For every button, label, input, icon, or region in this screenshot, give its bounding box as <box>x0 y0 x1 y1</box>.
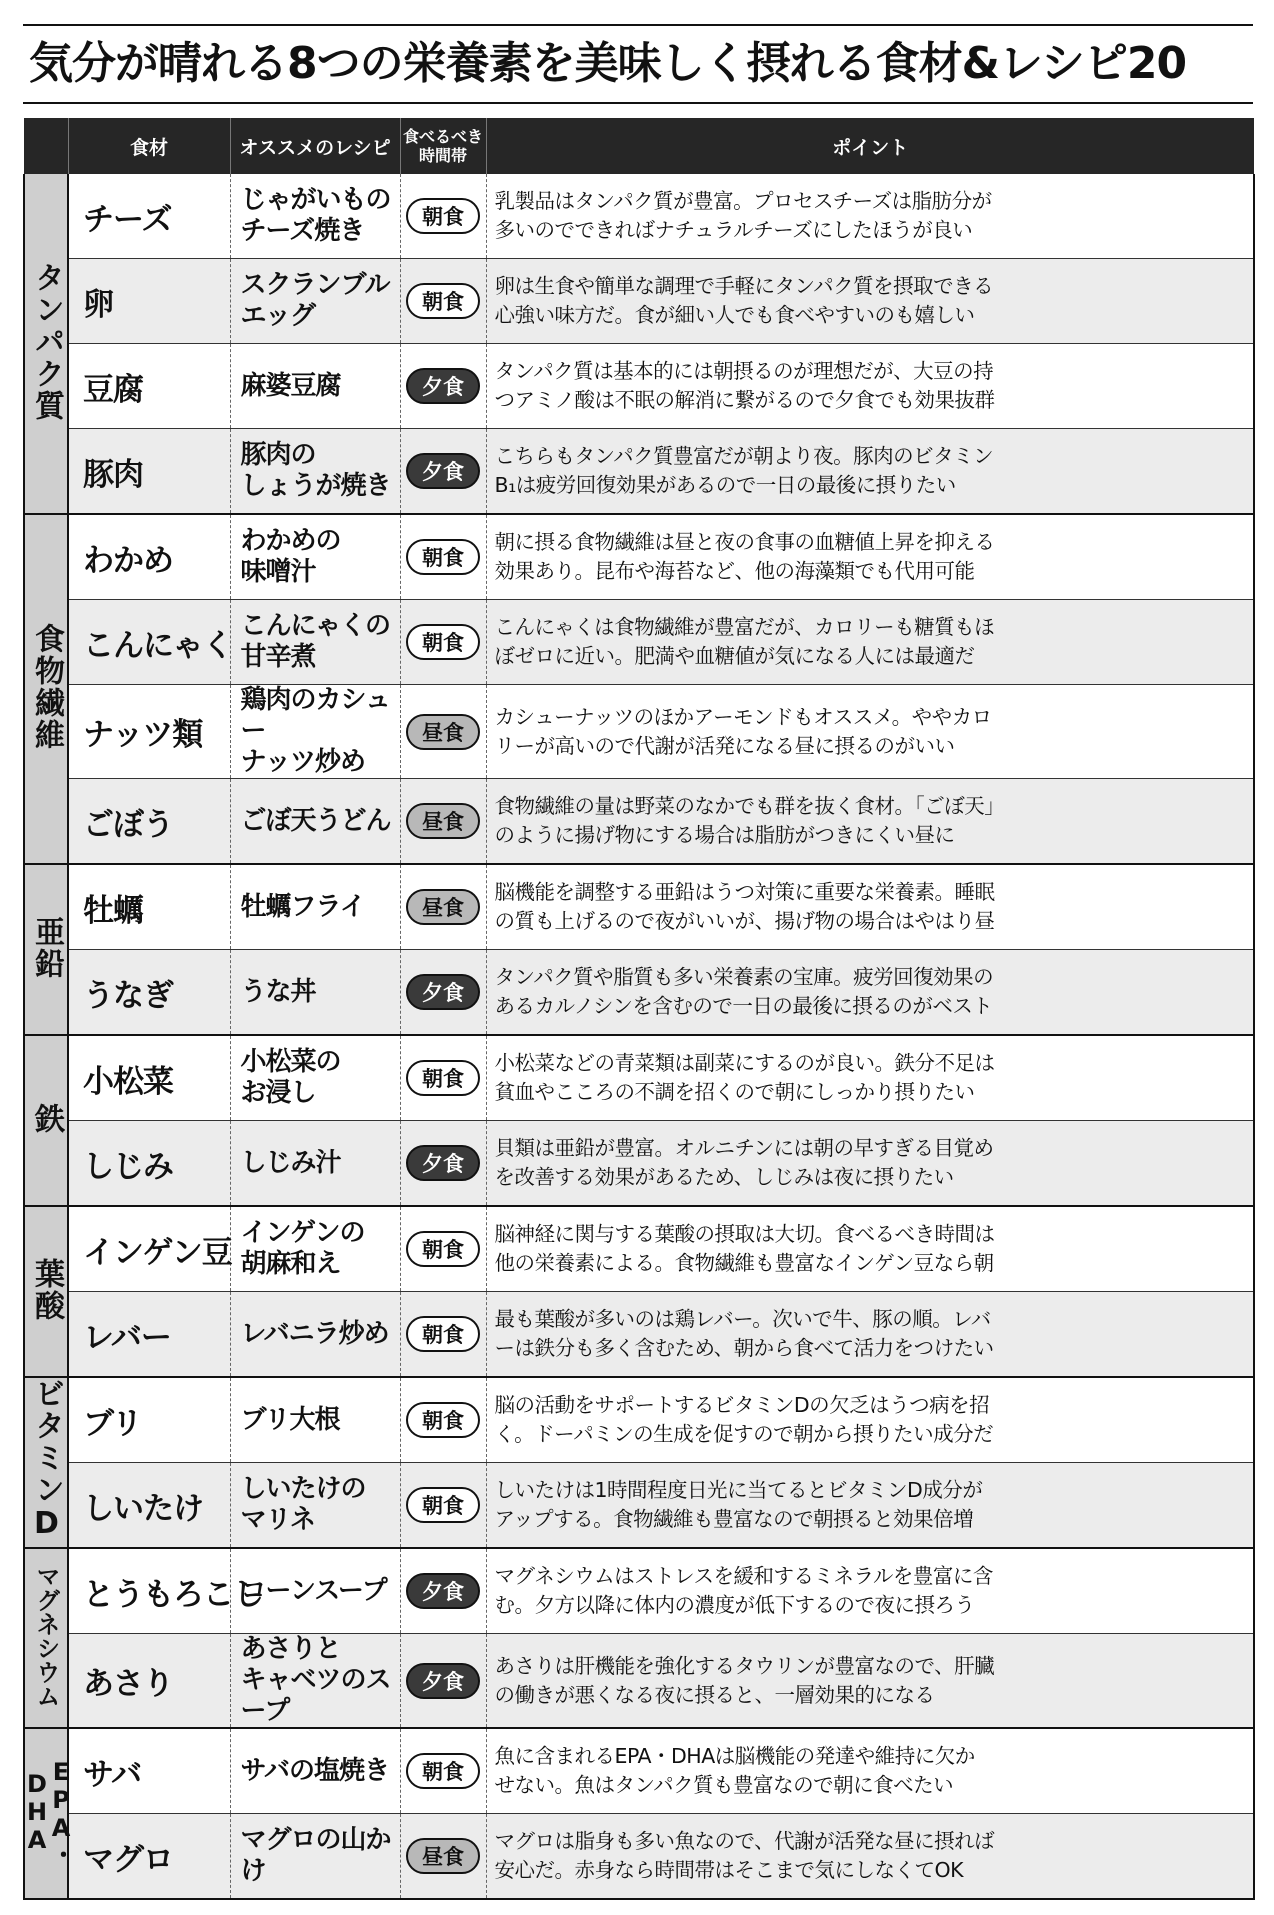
meal-time-badge: 夕食 <box>406 1145 480 1181</box>
food-name: ナッツ類 <box>83 717 203 753</box>
meal-time-badge: 夕食 <box>406 1573 480 1609</box>
meal-time-badge: 朝食 <box>406 1753 480 1789</box>
food-name: こんにゃく <box>83 627 233 664</box>
table-row <box>24 1728 1254 1814</box>
time-cell <box>400 344 486 429</box>
food-cell <box>68 1121 230 1207</box>
nutrient-group-label: タンパク質 <box>29 261 64 422</box>
table-row <box>24 1206 1254 1292</box>
food-cell <box>68 344 230 429</box>
table-header-row <box>24 118 1254 174</box>
recipe-cell <box>230 1035 400 1121</box>
table-row <box>24 779 1254 865</box>
food-cell <box>68 1728 230 1814</box>
page-title: 気分が晴れる8つの栄養素を美味しく摂れる食材&レシピ20 <box>29 38 1187 89</box>
meal-time-badge: 夕食 <box>406 453 480 489</box>
table-row <box>24 950 1254 1036</box>
recipe-name: インゲンの 胡麻和え <box>240 1218 365 1279</box>
table-row <box>24 1634 1254 1729</box>
header-time-line2: 時間帯 <box>418 146 467 165</box>
point-cell <box>486 1548 1254 1634</box>
point-cell <box>486 1463 1254 1549</box>
header-time-line1: 食べるべき <box>402 127 483 146</box>
point-cell <box>486 1035 1254 1121</box>
point-cell <box>486 514 1254 600</box>
point-cell <box>486 779 1254 865</box>
food-cell <box>68 864 230 950</box>
nutrient-group-cell <box>24 514 68 864</box>
time-cell <box>400 1548 486 1634</box>
recipe-cell <box>230 1814 400 1900</box>
recipe-name: マグロの山かけ <box>240 1825 391 1886</box>
time-cell <box>400 259 486 344</box>
recipe-name: ブリ大根 <box>240 1404 340 1435</box>
time-cell <box>400 779 486 865</box>
point-text: 卵は生食や簡単な調理で手軽にタンパク質を摂取できる 心強い味方だ。食が細い人でも食べやすいのも嬉しい <box>494 274 994 327</box>
meal-time-badge: 夕食 <box>406 1663 480 1699</box>
table-row <box>24 174 1254 259</box>
point-cell <box>486 864 1254 950</box>
time-cell <box>400 429 486 515</box>
title-rule-bottom <box>23 102 1253 104</box>
recipe-cell <box>230 429 400 515</box>
recipe-name: ごぼ天うどん <box>240 805 391 836</box>
food-cell <box>68 1814 230 1900</box>
recipe-name: サバの塩焼き <box>240 1755 389 1786</box>
point-text: 脳機能を調整する亜鉛はうつ対策に重要な栄養素。睡眠 の質も上げるので夜がいいが、揚げ物の場合はやはり昼 <box>494 880 995 933</box>
recipe-cell <box>230 174 400 259</box>
food-cell <box>68 429 230 515</box>
time-badge-wrap <box>401 1060 486 1096</box>
food-name: ブリ <box>83 1405 142 1442</box>
point-text: タンパク質は基本的には朝摂るのが理想だが、大豆の持 つアミノ酸は不眠の解消に繋がるので夕食でも効果抜群 <box>494 359 995 412</box>
meal-time-badge: 朝食 <box>406 539 480 575</box>
food-cell <box>68 1463 230 1549</box>
nutrient-group-cell <box>24 1206 68 1377</box>
recipe-name: じゃがいもの チーズ焼き <box>240 185 391 246</box>
point-cell <box>486 1292 1254 1378</box>
table-row <box>24 1035 1254 1121</box>
nutrient-group-label: マグネシウム <box>32 1564 60 1708</box>
point-cell <box>486 1814 1254 1900</box>
recipe-cell <box>230 779 400 865</box>
nutrient-group-label: EPA・DHA <box>23 1757 75 1866</box>
food-name: しいたけ <box>83 1490 203 1527</box>
header-time <box>400 118 486 174</box>
recipe-name: こんにゃくの 甘辛煮 <box>240 611 390 672</box>
time-cell <box>400 1814 486 1900</box>
food-cell <box>68 259 230 344</box>
table-body <box>24 174 1254 1899</box>
nutrient-group-cell <box>24 1377 68 1548</box>
time-badge-wrap <box>401 889 486 925</box>
recipe-name: レバニラ炒め <box>240 1318 389 1349</box>
food-name: マグロ <box>83 1841 173 1878</box>
time-cell <box>400 174 486 259</box>
point-cell <box>486 685 1254 779</box>
time-badge-wrap <box>401 1316 486 1352</box>
point-text: 貝類は亜鉛が豊富。オルニチンには朝の早すぎる目覚め を改善する効果があるため、しじみは夜に摂りたい <box>494 1136 994 1189</box>
recipe-cell <box>230 259 400 344</box>
nutrient-group-label: ビタミンD <box>29 1378 64 1543</box>
time-badge-wrap <box>401 624 486 660</box>
food-cell <box>68 1292 230 1378</box>
food-name: うなぎ <box>83 977 173 1014</box>
time-badge-wrap <box>401 1753 486 1789</box>
point-text: こちらもタンパク質豊富だが朝より夜。豚肉のビタミン B₁は疲労回復効果があるので一日の最後に摂りたい <box>494 444 994 497</box>
table-row <box>24 600 1254 685</box>
point-cell <box>486 950 1254 1036</box>
food-cell <box>68 174 230 259</box>
nutrient-group-label: 鉄 <box>29 1102 64 1135</box>
food-name: ごぼう <box>83 806 173 843</box>
point-cell <box>486 429 1254 515</box>
time-badge-wrap <box>401 368 486 404</box>
meal-time-badge: 朝食 <box>406 1402 480 1438</box>
time-cell <box>400 1035 486 1121</box>
time-badge-wrap <box>401 453 486 489</box>
nutrient-group-cell <box>24 864 68 1035</box>
meal-time-badge: 朝食 <box>406 624 480 660</box>
nutrient-group-cell <box>23 1728 75 1899</box>
meal-time-badge: 朝食 <box>406 1316 480 1352</box>
point-text: こんにゃくは食物繊維が豊富だが、カロリーも糖質もほ ぼゼロに近い。肥満や血糖値が気になる人には最適だ <box>494 615 995 668</box>
food-cell <box>68 779 230 865</box>
nutrient-group-cell <box>24 1548 68 1728</box>
meal-time-badge: 夕食 <box>406 974 480 1010</box>
food-name: 牡蠣 <box>83 892 143 929</box>
point-cell <box>486 1121 1254 1207</box>
meal-time-badge: 昼食 <box>406 803 480 839</box>
food-name: 豚肉 <box>83 456 143 493</box>
time-badge-wrap <box>401 803 486 839</box>
time-cell <box>400 1121 486 1207</box>
table-row <box>24 344 1254 429</box>
infographic-sheet <box>23 24 1253 1900</box>
point-text: 乳製品はタンパク質が豊富。プロセスチーズは脂肪分が 多いのでできればナチュラルチーズにしたほうが良い <box>494 189 992 242</box>
food-name: レバー <box>83 1319 171 1356</box>
meal-time-badge: 夕食 <box>406 368 480 404</box>
food-cell <box>68 1548 263 1634</box>
point-text: カシューナッツのほかアーモンドもオススメ。ややカロ リーが高いので代謝が活発になる昼に摂るのがいい <box>494 704 992 758</box>
time-cell <box>400 1377 486 1463</box>
nutrient-group-label: 食物繊維 <box>29 623 64 751</box>
time-cell <box>400 1206 486 1292</box>
time-badge-wrap <box>401 714 486 750</box>
point-text: しいたけは1時間程度日光に当てるとビタミンD成分が アップする。食物繊維も豊富なので朝摂ると効果倍増 <box>494 1478 983 1531</box>
recipe-cell <box>230 1634 400 1729</box>
point-cell <box>486 174 1254 259</box>
food-recipe-table <box>23 118 1255 1900</box>
point-text: タンパク質や脂質も多い栄養素の宝庫。疲労回復効果の あるカルノシンを含むので一日の最後に摂るのがベスト <box>494 965 994 1018</box>
recipe-cell <box>230 1292 400 1378</box>
header-point: ポイント <box>486 118 1254 174</box>
recipe-name: 小松菜の お浸し <box>240 1047 341 1108</box>
time-cell <box>400 514 486 600</box>
recipe-name: コーンスープ <box>240 1575 387 1606</box>
point-text: 朝に摂る食物繊維は昼と夜の食事の血糖値上昇を抑える 効果あり。昆布や海苔など、他の海藻類でも代用可能 <box>494 530 995 583</box>
meal-time-badge: 朝食 <box>406 1487 480 1523</box>
recipe-cell <box>230 1377 400 1463</box>
time-cell <box>400 1728 486 1814</box>
food-cell <box>68 685 230 779</box>
table-row <box>24 514 1254 600</box>
nutrient-group-cell <box>24 174 68 514</box>
time-badge-wrap <box>401 1487 486 1523</box>
point-text: 脳神経に関与する葉酸の摂取は大切。食べるべき時間は 他の栄養素による。食物繊維も豊富なインゲン豆なら朝 <box>494 1222 995 1275</box>
nutrient-group-label: 亜鉛 <box>29 915 64 980</box>
point-text: 魚に含まれるEPA・DHAは脳機能の発達や維持に欠か せない。魚はタンパク質も豊富なので朝に食べたい <box>494 1744 975 1797</box>
table-row <box>24 259 1254 344</box>
food-name: あさり <box>83 1666 173 1702</box>
recipe-cell <box>230 864 400 950</box>
table-row <box>24 1548 1254 1634</box>
food-name: チーズ <box>83 201 172 238</box>
recipe-cell <box>230 950 400 1036</box>
recipe-name: しじみ汁 <box>240 1147 341 1178</box>
food-name: 小松菜 <box>83 1063 173 1100</box>
table-row <box>24 1121 1254 1207</box>
meal-time-badge: 昼食 <box>406 714 480 750</box>
header-recipe: オススメのレシピ <box>230 118 400 174</box>
food-cell <box>68 1634 230 1729</box>
table-row <box>24 429 1254 515</box>
meal-time-badge: 朝食 <box>406 1060 480 1096</box>
time-cell <box>400 1463 486 1549</box>
recipe-name: 鶏肉のカシュー ナッツ炒め <box>240 685 390 777</box>
time-cell <box>400 1634 486 1729</box>
time-cell <box>400 685 486 779</box>
time-badge-wrap <box>401 1402 486 1438</box>
table-row <box>24 1292 1254 1378</box>
time-cell <box>400 1292 486 1378</box>
food-cell <box>68 950 230 1036</box>
food-name: しじみ <box>83 1148 173 1185</box>
recipe-name: うな丼 <box>240 976 316 1007</box>
nutrient-group-label: 葉酸 <box>29 1257 64 1322</box>
time-cell <box>400 950 486 1036</box>
food-cell <box>68 514 230 600</box>
point-text: マグロは脂身も多い魚なので、代謝が活発な昼に摂れば 安心だ。赤身なら時間帯はそこまで気にしなくてOK <box>494 1829 995 1882</box>
recipe-name: あさりと キャベツのスープ <box>240 1634 391 1726</box>
nutrient-group-cell <box>24 1035 68 1206</box>
point-cell <box>486 1206 1254 1292</box>
meal-time-badge: 昼食 <box>406 889 480 925</box>
point-cell <box>486 1728 1254 1814</box>
recipe-name: 牡蠣フライ <box>240 891 365 922</box>
point-text: 食物繊維の量は野菜のなかでも群を抜く食材。「ごぼ天」 のように揚げ物にする場合は脂肪がつきにくい昼に <box>494 794 1005 847</box>
food-name: わかめ <box>83 542 173 579</box>
food-name: 豆腐 <box>83 371 143 408</box>
header-food: 食材 <box>68 118 230 174</box>
time-cell <box>400 864 486 950</box>
meal-time-badge: 朝食 <box>406 1231 480 1267</box>
recipe-cell <box>230 1463 400 1549</box>
point-text: あさりは肝機能を強化するタウリンが豊富なので、肝臓 の働きが悪くなる夜に摂ると、一層効果的になる <box>494 1653 995 1707</box>
time-badge-wrap <box>401 1838 486 1874</box>
point-cell <box>486 344 1254 429</box>
table-row <box>24 685 1254 779</box>
time-badge-wrap <box>401 539 486 575</box>
food-name: 卵 <box>83 286 113 323</box>
table-row <box>24 1814 1254 1900</box>
table-row <box>24 1377 1254 1463</box>
meal-time-badge: 昼食 <box>406 1838 480 1874</box>
meal-time-badge: 朝食 <box>406 198 480 234</box>
recipe-cell <box>230 1728 400 1814</box>
food-name: インゲン豆 <box>83 1234 232 1271</box>
food-cell <box>68 1206 230 1292</box>
recipe-name: 豚肉の しょうが焼き <box>240 440 391 501</box>
table-row <box>24 1463 1254 1549</box>
recipe-name: しいたけの マリネ <box>240 1474 366 1535</box>
table-row <box>24 864 1254 950</box>
recipe-cell <box>230 1121 400 1207</box>
point-cell <box>486 1634 1254 1729</box>
food-cell <box>68 1035 230 1121</box>
food-name: とうもろこし <box>83 1576 263 1613</box>
time-badge-wrap <box>401 1145 486 1181</box>
time-badge-wrap <box>401 198 486 234</box>
meal-time-badge: 朝食 <box>406 283 480 319</box>
time-cell <box>400 600 486 685</box>
recipe-cell <box>230 685 400 779</box>
header-group <box>24 118 68 174</box>
recipe-cell <box>230 1548 400 1634</box>
point-text: 小松菜などの青菜類は副菜にするのが良い。鉄分不足は 貧血やこころの不調を招くので朝にしっかり摂りたい <box>494 1051 995 1104</box>
food-name: サバ <box>83 1756 142 1793</box>
food-cell <box>68 600 233 685</box>
food-cell <box>68 1377 230 1463</box>
recipe-cell <box>230 1206 400 1292</box>
recipe-name: 麻婆豆腐 <box>240 370 341 401</box>
point-text: マグネシウムはストレスを緩和するミネラルを豊富に含 む。夕方以降に体内の濃度が低下するので夜に摂ろう <box>494 1564 993 1617</box>
recipe-cell <box>230 600 400 685</box>
recipe-cell <box>230 514 400 600</box>
recipe-name: わかめの 味噌汁 <box>240 526 341 587</box>
time-badge-wrap <box>401 974 486 1010</box>
time-badge-wrap <box>401 1573 486 1609</box>
time-badge-wrap <box>401 1663 486 1699</box>
time-badge-wrap <box>401 283 486 319</box>
recipe-cell <box>230 344 400 429</box>
time-badge-wrap <box>401 1231 486 1267</box>
point-cell <box>486 1377 1254 1463</box>
point-text: 脳の活動をサポートするビタミンDの欠乏はうつ病を招 く。ドーパミンの生成を促すので朝から摂りたい成分だ <box>494 1393 994 1446</box>
point-text: 最も葉酸が多いのは鶏レバー。次いで牛、豚の順。レバ ーは鉄分も多く含むため、朝から食べて活力をつけたい <box>494 1307 994 1360</box>
point-cell <box>486 259 1254 344</box>
recipe-name: スクランブル エッグ <box>240 270 390 331</box>
point-cell <box>486 600 1254 685</box>
